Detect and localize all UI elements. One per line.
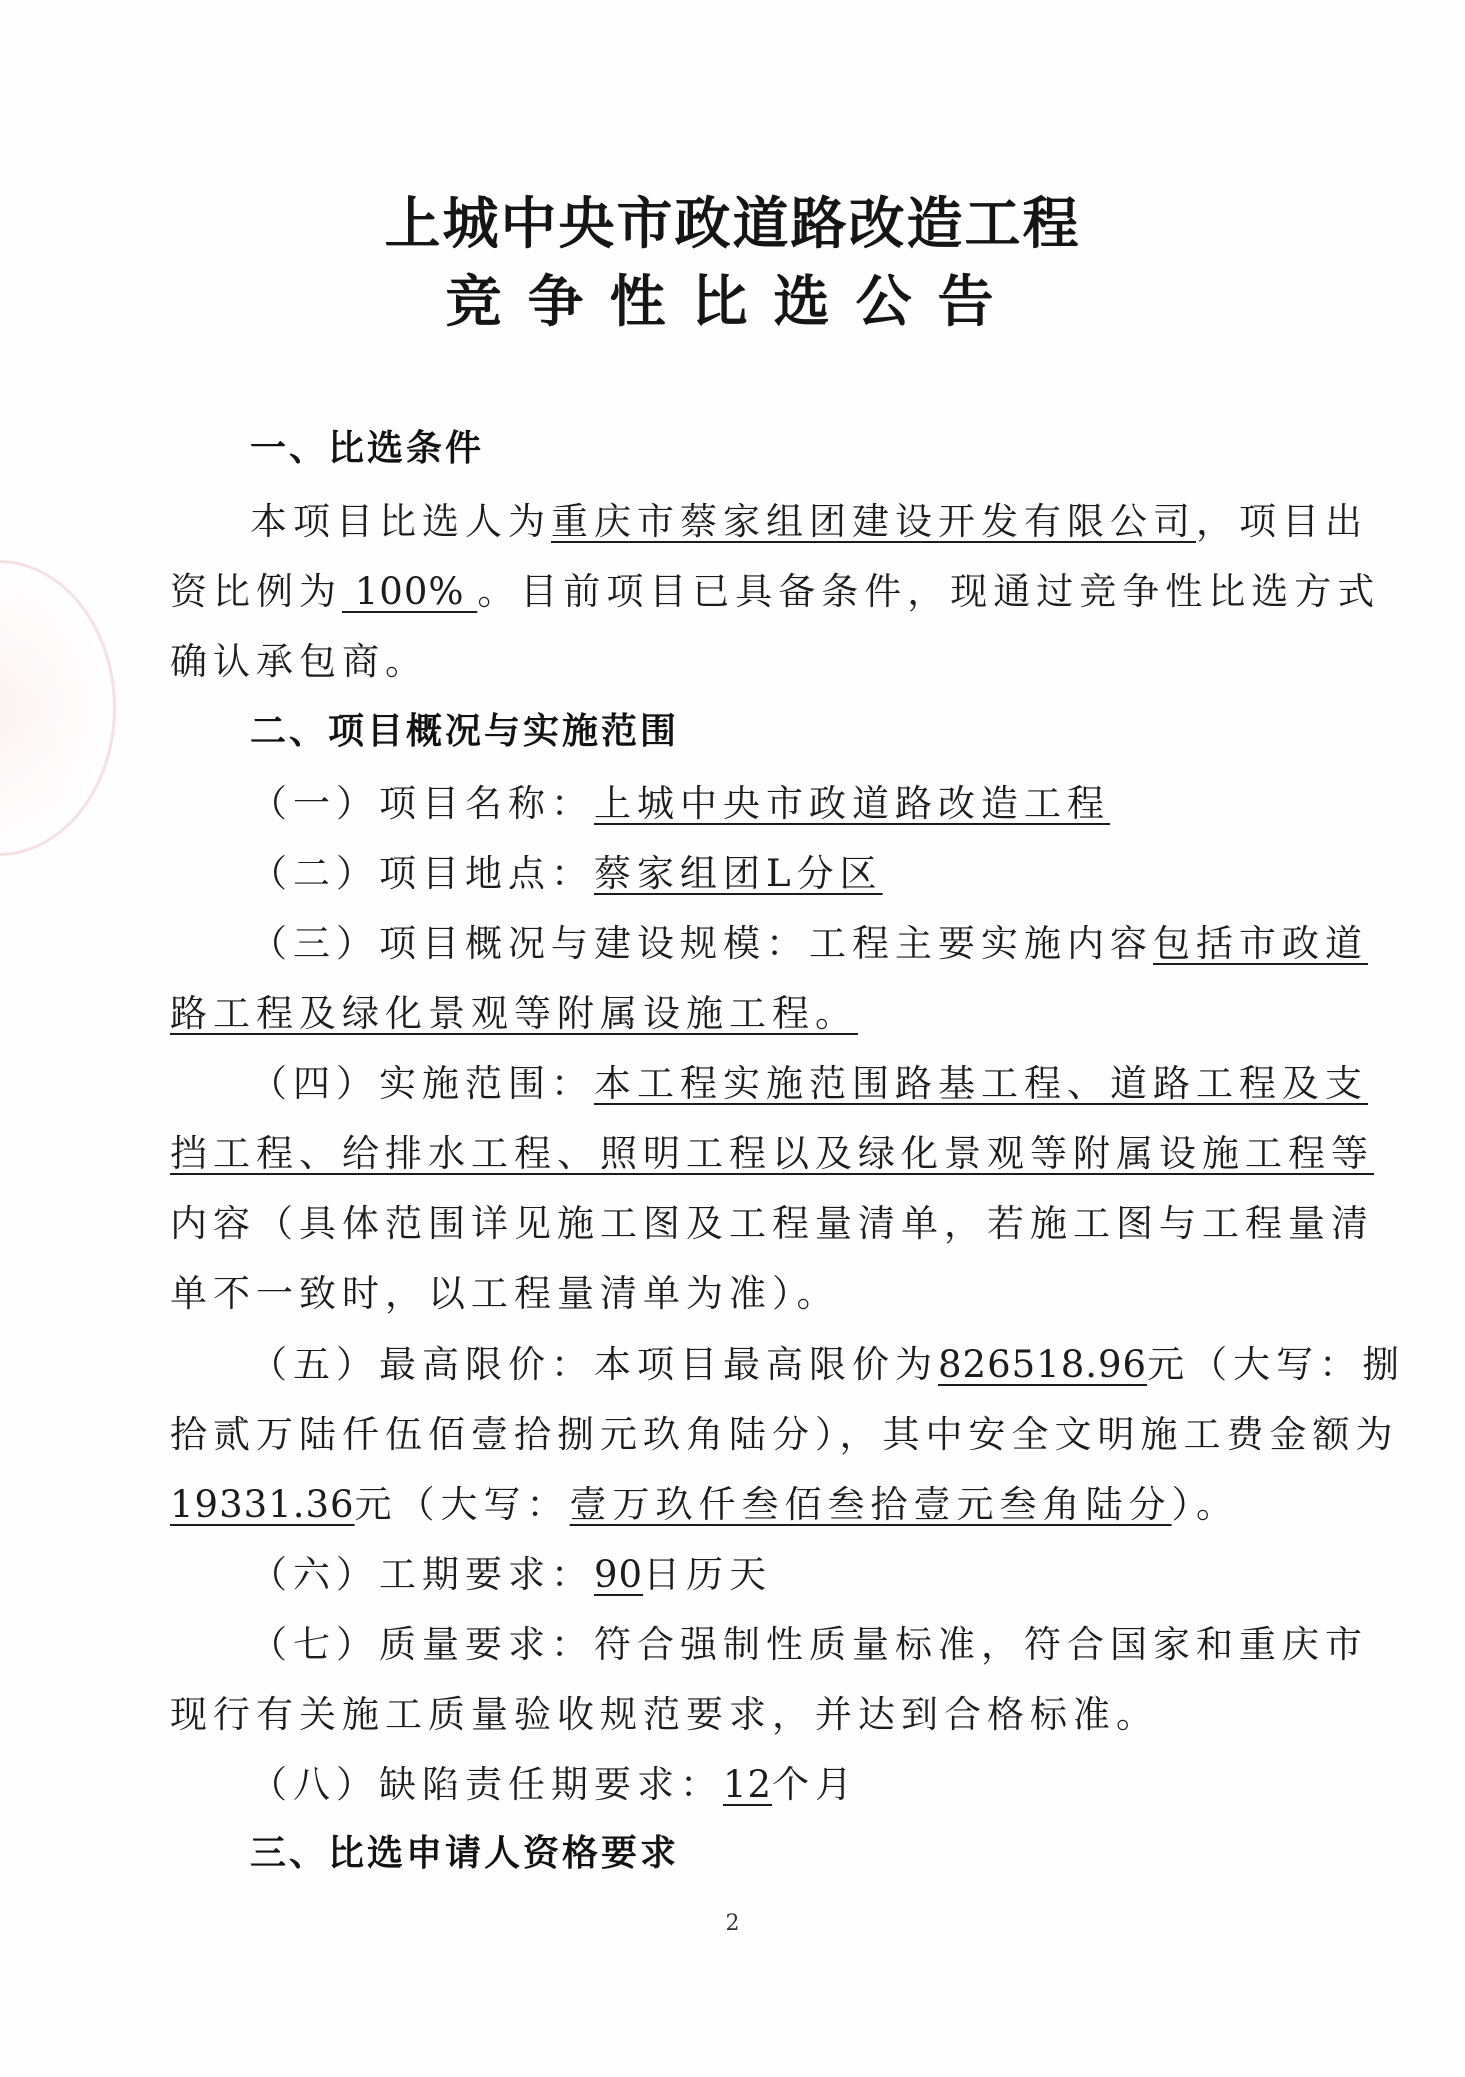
safety-fee: 19331.36 [170, 1483, 355, 1526]
label: （四）实施范围： [250, 1062, 594, 1105]
label: （五）最高限价：本项目最高限价为 [250, 1343, 938, 1386]
text: 。目前项目已具备条件，现通过竞争性比选方式 [477, 570, 1381, 613]
scope-line1 [250, 1062, 1370, 1105]
warranty-line [250, 1763, 1370, 1806]
project-name-line [250, 782, 1370, 825]
scope-line4: 单不一致时，以工程量清单为准）。 [170, 1272, 840, 1315]
red-seal-fragment [0, 560, 116, 856]
label: （三）项目概况与建设规模：工程主要实施内容 [250, 922, 1153, 965]
project-overview-line2 [170, 992, 1290, 1035]
label: （六）工期要求： [250, 1553, 594, 1596]
text: 资比例为 [170, 570, 342, 613]
text: 本项目比选人为 [250, 500, 551, 543]
section3-heading: 三、比选申请人资格要求 [250, 1833, 680, 1874]
max-price-line2: 拾贰万陆仟伍佰壹拾捌元玖角陆分），其中安全文明施工费金额为 [170, 1413, 1399, 1456]
owner-name: 重庆市蔡家组团建设开发有限公司 [551, 500, 1196, 543]
text: 个月 [772, 1763, 859, 1806]
project-overview-line1 [250, 922, 1370, 965]
quality-line2: 现行有关施工质量验收规范要求，并达到合格标准。 [170, 1693, 1159, 1736]
text: 元（大写： [354, 1483, 570, 1526]
text: 元（大写：捌 [1147, 1343, 1406, 1386]
label: （八）缺陷责任期要求： [250, 1763, 723, 1806]
page-number: 2 [725, 1911, 740, 1936]
duration-days: 90 [594, 1553, 644, 1596]
scope-text: 本工程实施范围路基工程、道路工程及支 [594, 1062, 1368, 1105]
project-location-line [250, 852, 1370, 895]
overview-text: 包括市政道 [1153, 922, 1368, 965]
max-price-line3 [170, 1483, 1290, 1526]
overview-text: 路工程及绿化景观等附属设施工程。 [170, 992, 858, 1035]
scope-text: 挡工程、给排水工程、照明工程以及绿化景观等附属设施工程等 [170, 1132, 1374, 1175]
section2-heading: 二、项目概况与实施范围 [250, 711, 680, 752]
text: 日历天 [643, 1553, 773, 1596]
text: ）。 [1171, 1483, 1240, 1526]
duration-line [250, 1553, 1370, 1596]
safety-fee-words: 壹万玖仟叁佰叁拾壹元叁角陆分 [569, 1483, 1172, 1526]
quality-line1: （七）质量要求：符合强制性质量标准，符合国家和重庆市 [250, 1623, 1368, 1666]
scope-line3: 内容（具体范围详见施工图及工程量清单，若施工图与工程量清 [170, 1202, 1374, 1245]
section1-paragraph-line2 [170, 570, 1381, 613]
project-location: 蔡家组团L分区 [594, 852, 883, 895]
max-price: 826518.96 [938, 1343, 1148, 1386]
max-price-line1 [250, 1343, 1406, 1386]
funding-ratio: 100% [342, 570, 478, 613]
section1-heading: 一、比选条件 [250, 428, 485, 469]
section1-paragraph-line1 [250, 500, 1370, 543]
label: （一）项目名称： [250, 782, 594, 825]
warranty-months: 12 [723, 1763, 773, 1806]
project-name: 上城中央市政道路改造工程 [594, 782, 1110, 825]
text: ，项目出 [1196, 500, 1368, 543]
scope-line2 [170, 1132, 1374, 1175]
document-title-line2: 竞争性比选公告 [445, 269, 1020, 335]
section1-paragraph-line3: 确认承包商。 [170, 640, 428, 683]
label: （二）项目地点： [250, 852, 594, 895]
document-title-line1: 上城中央市政道路改造工程 [384, 191, 1081, 257]
